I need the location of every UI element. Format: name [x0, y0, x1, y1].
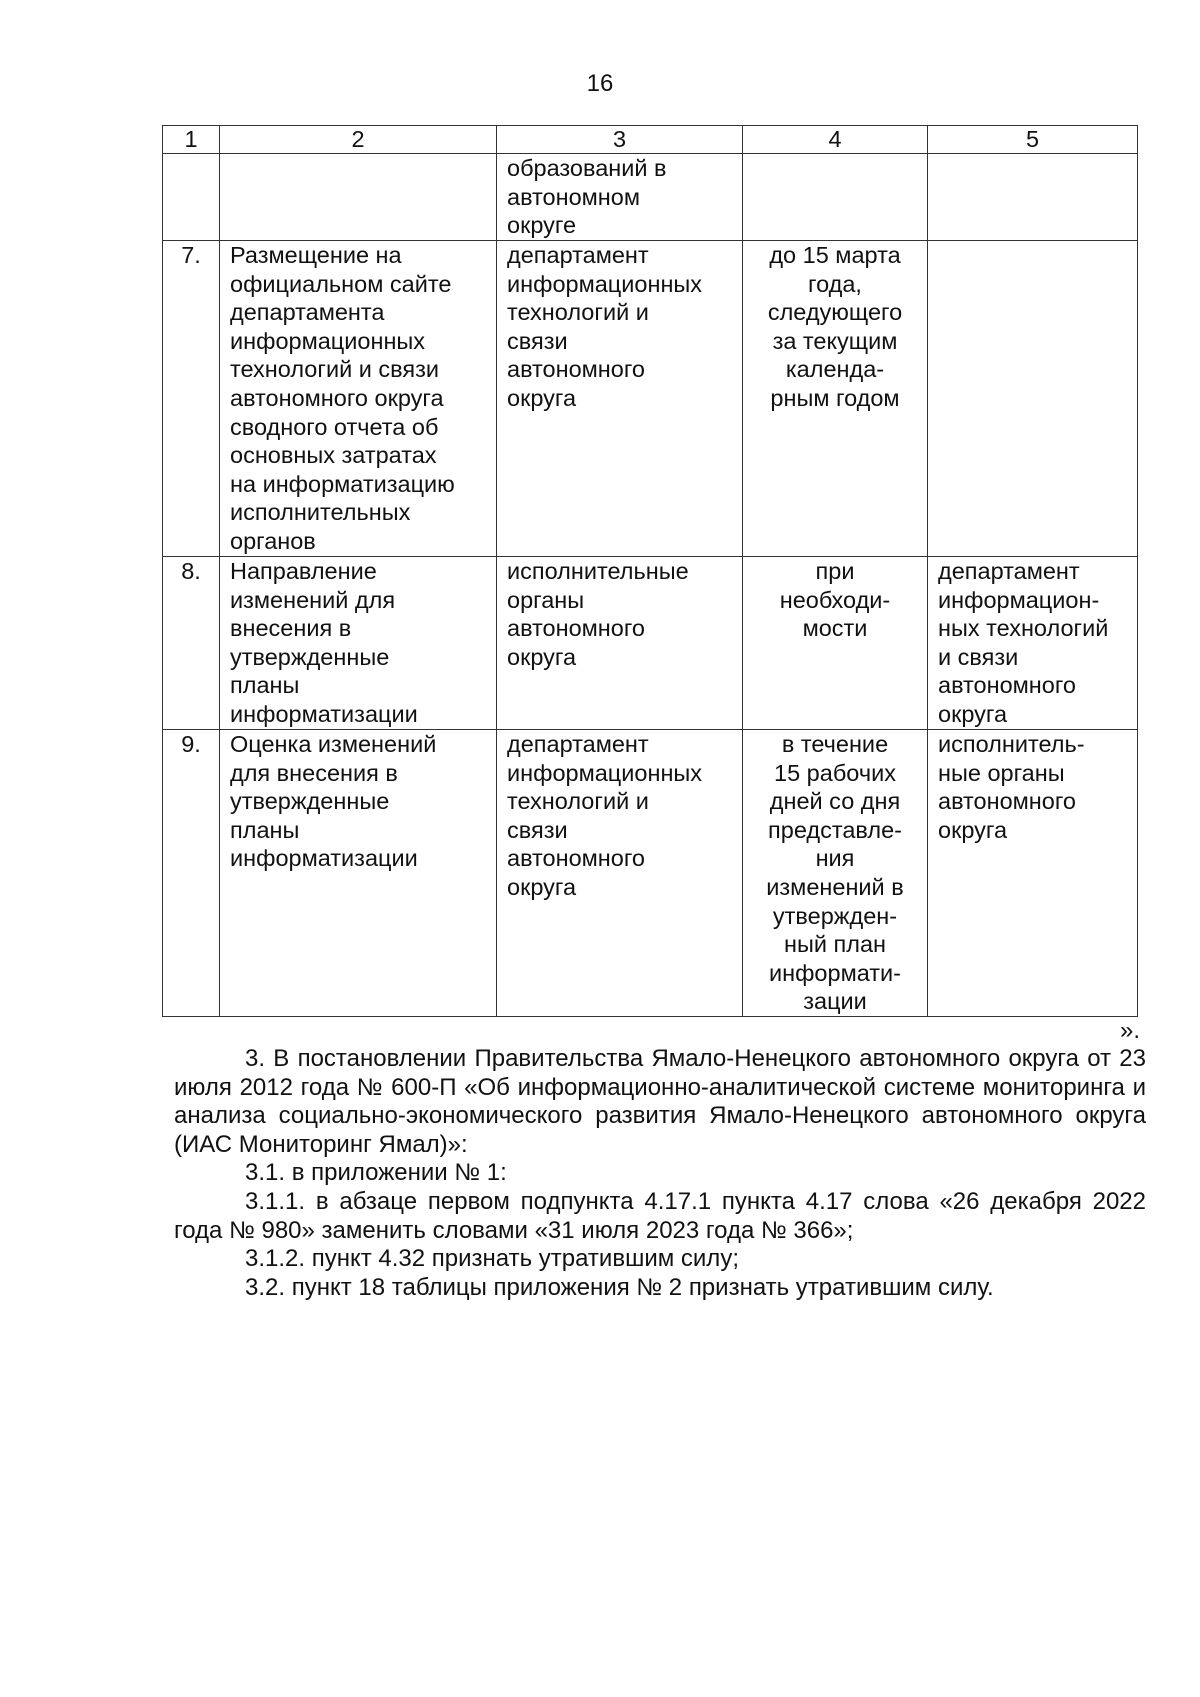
participants-cell: департамент информацион- ных технологий и связи автономного округа: [928, 557, 1138, 730]
paragraph-3-1-2: 3.1.2. пункт 4.32 признать утратившим силу;: [245, 1245, 739, 1273]
amendment-text: [174, 1045, 1146, 1302]
action-cell: Оценка изменений для внесения в утвержденные планы информатизации: [220, 730, 497, 1017]
executor-cell: департамент информационных технологий и связи автономного округа: [497, 730, 743, 1017]
participants-cell: исполнитель- ные органы автономного округа: [928, 730, 1138, 1017]
executor-cell: образований в автономном округе: [497, 154, 743, 241]
column-header-5: 5: [928, 126, 1138, 154]
table-header-row: [163, 126, 1138, 154]
paragraph-3-1-1: 3.1.1. в абзаце первом подпункта 4.17.1 пункта 4.17 слова «26 декабря 2022 года № 980» заменить словами «31 июля 2023 года № 366»;: [174, 1187, 1146, 1244]
page-number: 16: [586, 70, 614, 97]
paragraph-3-1: 3.1. в приложении № 1:: [245, 1159, 507, 1187]
row-number-cell: 7.: [163, 241, 220, 557]
term-cell: в течение 15 рабочих дней со дня представле- ния изменений в утвержден- ный план информати- зации: [743, 730, 928, 1017]
column-header-3: 3: [497, 126, 743, 154]
term-cell: до 15 марта года, следующего за текущим календа- рным годом: [743, 241, 928, 557]
row-number-cell: 9.: [163, 730, 220, 1017]
action-cell: [220, 154, 497, 241]
action-cell: Направление изменений для внесения в утвержденные планы информатизации: [220, 557, 497, 730]
executor-cell: исполнительные органы автономного округа: [497, 557, 743, 730]
participants-cell: [928, 241, 1138, 557]
table-row: [163, 557, 1138, 730]
action-cell: Размещение на официальном сайте департамента информационных технологий и связи автономного округа сводного отчета об основных затратах на информатизацию исполнительных органов: [220, 241, 497, 557]
paragraph-3-2: 3.2. пункт 18 таблицы приложения № 2 признать утратившим силу.: [245, 1273, 994, 1301]
row-number-cell: [163, 154, 220, 241]
row-number-cell: 8.: [163, 557, 220, 730]
term-cell: при необходи- мости: [743, 557, 928, 730]
table-row: [163, 241, 1138, 557]
executor-cell: департамент информационных технологий и связи автономного округа: [497, 241, 743, 557]
column-header-2: 2: [220, 126, 497, 154]
column-header-4: 4: [743, 126, 928, 154]
table-row: [163, 154, 1138, 241]
term-cell: [743, 154, 928, 241]
paragraph-3: 3. В постановлении Правительства Ямало-Ненецкого автономного округа от 23 июля 2012 года № 600-П «Об информационно-аналитической системе мониторинга и анализа социально-экономического развития Ямало-Ненецкого автономного округа (ИАС Мониторинг Ямал)»:: [174, 1045, 1146, 1158]
table-row: [163, 730, 1138, 1017]
plan-table: [162, 125, 1138, 1017]
participants-cell: [928, 154, 1138, 241]
closing-quote: ».: [1120, 1017, 1141, 1044]
column-header-1: 1: [163, 126, 220, 154]
